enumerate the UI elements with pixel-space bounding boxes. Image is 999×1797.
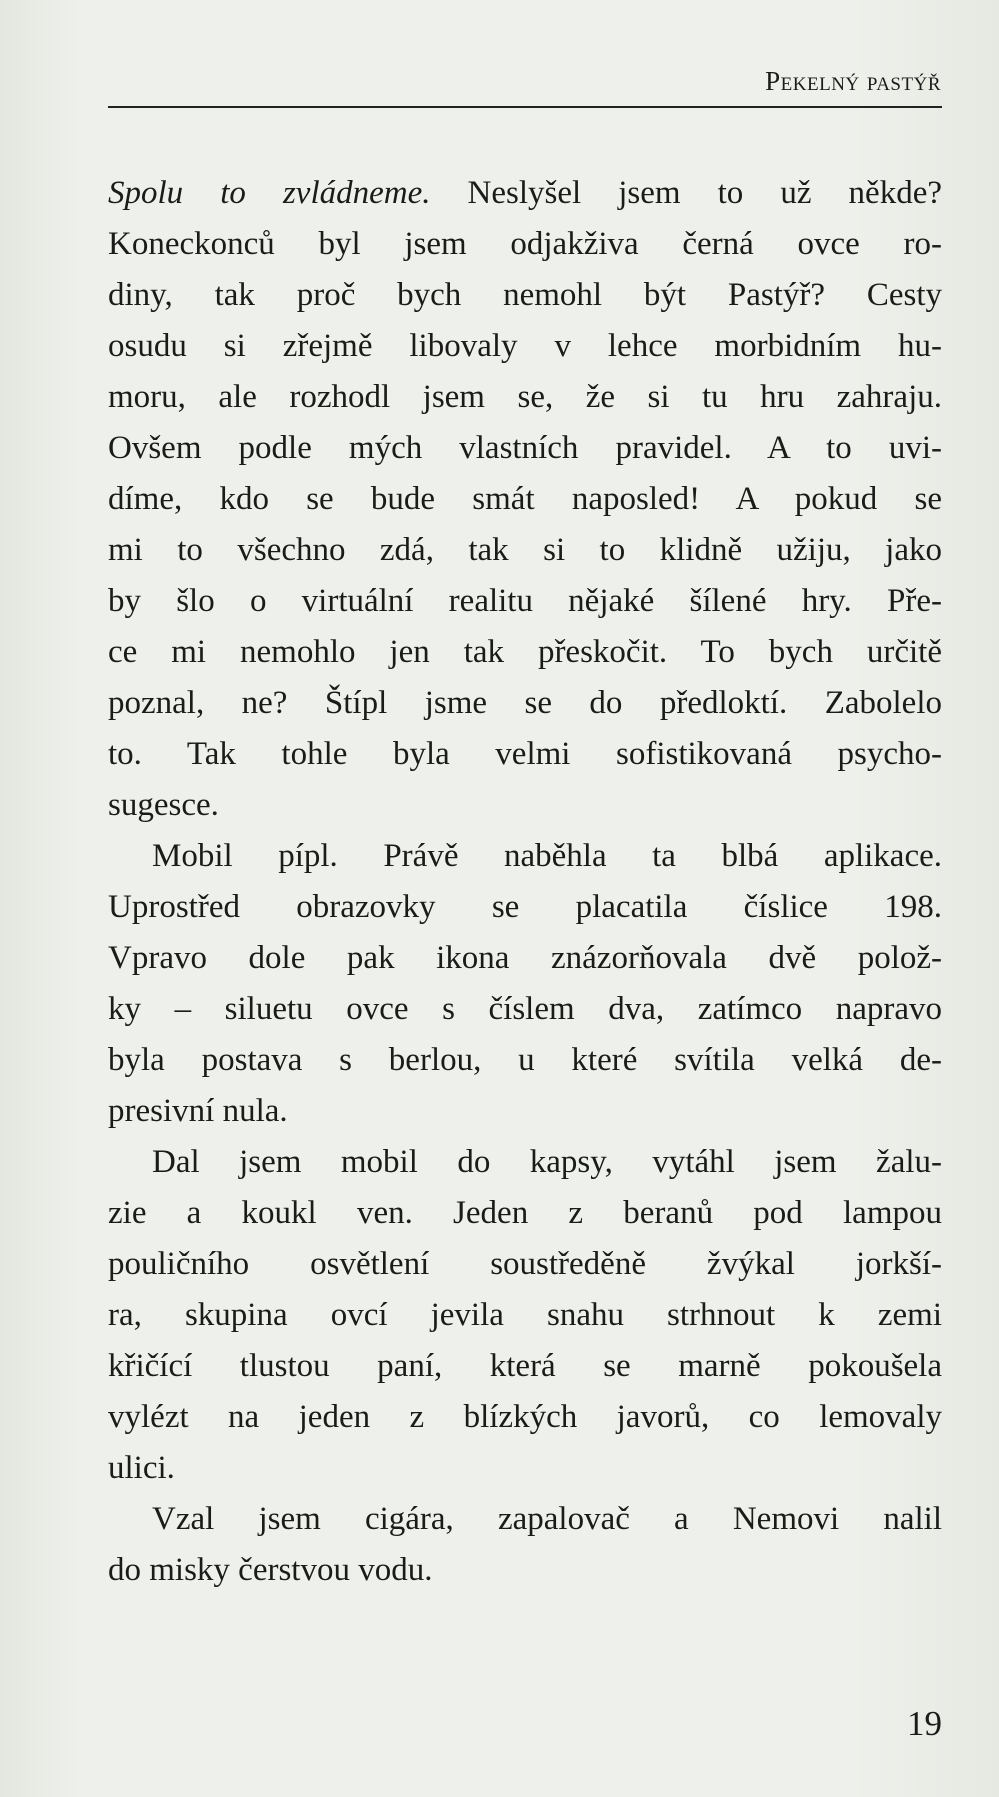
header-rule	[108, 106, 942, 108]
text-line: zie a koukl ven. Jeden z beranů pod lampou	[108, 1195, 942, 1231]
text-line: mi to všechno zdá, tak si to klidně užiju, jako	[108, 532, 942, 568]
text-line: by šlo o virtuální realitu nějaké šílené hry. Pře-	[108, 583, 942, 619]
text-line: Vpravo dole pak ikona znázorňovala dvě polož-	[108, 940, 942, 976]
text-line: ra, skupina ovcí jevila snahu strhnout k zemi	[108, 1297, 942, 1333]
text-line: Dal jsem mobil do kapsy, vytáhl jsem žalu-	[152, 1144, 942, 1180]
text-line: moru, ale rozhodl jsem se, že si tu hru zahraju.	[108, 379, 942, 415]
text-line: to. Tak tohle byla velmi sofistikovaná psycho-	[108, 736, 942, 772]
text-line: Vzal jsem cigára, zapalovač a Nemovi nalil	[152, 1501, 942, 1537]
line-text: Neslyšel jsem to už někde?	[430, 175, 942, 211]
text-line: poznal, ne? Štípl jsme se do předloktí. Zabolelo	[108, 685, 942, 721]
text-line: sugesce.	[108, 787, 219, 823]
page-number: 19	[907, 1704, 942, 1743]
text-line: díme, kdo se bude smát naposled! A pokud se	[108, 481, 942, 517]
text-line: presivní nula.	[108, 1093, 288, 1129]
italic-phrase: Spolu to zvládneme.	[108, 175, 431, 211]
text-line: diny, tak proč bych nemohl být Pastýř? Cesty	[108, 277, 942, 313]
text-line: Ovšem podle mých vlastních pravidel. A to uvi-	[108, 430, 942, 466]
text-line: Mobil pípl. Právě naběhla ta blbá aplikace.	[152, 838, 942, 874]
running-head: Pekelný pastýř	[765, 66, 941, 96]
body-text	[108, 168, 942, 1596]
text-line	[108, 168, 942, 219]
text-line: Uprostřed obrazovky se placatila číslice 198.	[108, 889, 942, 925]
text-line: Koneckonců byl jsem odjakživa černá ovce ro-	[108, 226, 942, 262]
text-line: ky – siluetu ovce s číslem dva, zatímco napravo	[108, 991, 942, 1027]
text-line: osudu si zřejmě libovaly v lehce morbidním hu-	[108, 328, 942, 364]
text-line: vylézt na jeden z blízkých javorů, co lemovaly	[108, 1399, 942, 1435]
text-line: ulici.	[108, 1450, 175, 1486]
text-line: ce mi nemohlo jen tak přeskočit. To bych určitě	[108, 634, 942, 670]
text-line: byla postava s berlou, u které svítila velká de-	[108, 1042, 942, 1078]
text-line: pouličního osvětlení soustředěně žvýkal jorkší-	[108, 1246, 942, 1282]
text-line: křičící tlustou paní, která se marně pokoušela	[108, 1348, 942, 1384]
text-line: do misky čerstvou vodu.	[108, 1552, 433, 1588]
